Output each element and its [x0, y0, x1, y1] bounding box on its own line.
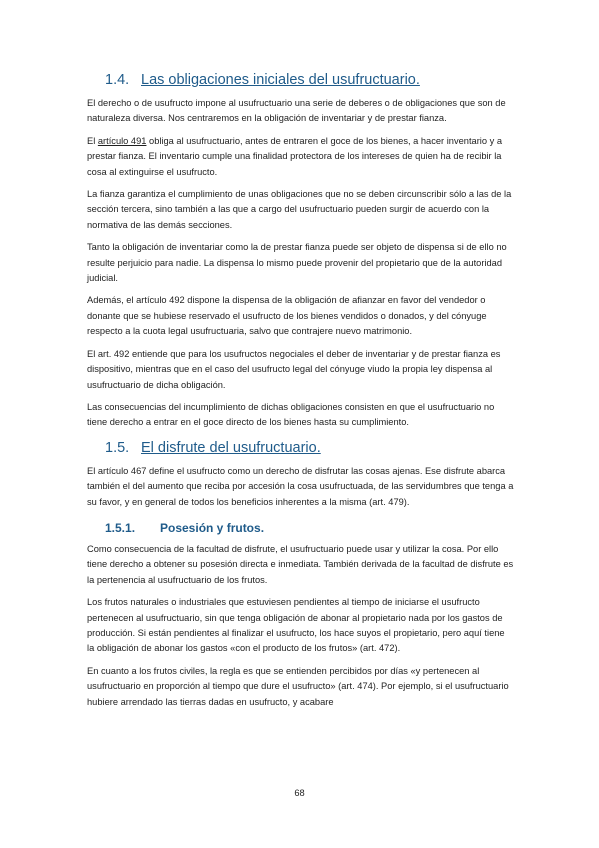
paragraph: La fianza garantiza el cumplimiento de unas obligaciones que no se deben circunscribir sólo a las de la sección tercera, sino también a las que a cargo del usufructuario pueden surgir de acuerdo con la normativa de las demás secciones. — [87, 189, 512, 230]
paragraph: El artículo 467 define el usufructo como un derecho de disfrutar las cosas ajenas. Ese disfrute abarca también el del aumento que reciba por accesión la cosa usufructuada, de las servidumbres que tenga a su favor, y en general de todos los beneficios inherentes a la misma (art. 479). — [87, 465, 514, 507]
paragraph: Los frutos naturales o industriales que estuviesen pendientes al tiempo de iniciarse el usufructo pertenecen al usufructuario, sin que tenga obligación de abonar al propietario nada por los gastos de producción. Si están pendientes al finalizar el usufructo, los hace suyos el propietario, pero aquí tiene la obligación de abonar los gastos «con el producto de los frutos» (art. 472). — [87, 597, 505, 654]
paragraph: El derecho o de usufructo impone al usufructuario una serie de deberes o de obligaciones que son de naturaleza diversa. Nos centraremos en la obligación de inventariar y de prestar fianza. — [87, 98, 506, 124]
section-heading-1-4 — [87, 70, 514, 90]
subsection-title: Posesión y frutos. — [160, 520, 265, 535]
section-heading-1-5 — [87, 438, 514, 458]
section-number: 1.4. — [105, 72, 130, 88]
subsection-number: 1.5.1. — [105, 520, 136, 535]
section-title: Las obligaciones iniciales del usufructuario. — [141, 72, 420, 88]
paragraph: El art. 492 entiende que para los usufructos negociales el deber de inventariar y de prestar fianza es dispositivo, mientras que en el caso del usufructo legal del cónyuge viudo la propia ley dispensa al usufructuario de dicha obligación. — [87, 348, 501, 390]
paragraph: Además, el artículo 492 dispone la dispensa de la obligación de afianzar en favor del vendedor o donante que se hubiese reservado el usufructo de los bienes vendidos o donados, y del cónyuge respecto a la cuota legal usufructuaria, salvo que contrajere nuevo matrimonio. — [87, 295, 487, 337]
text-span: El — [87, 135, 98, 146]
paragraph: En cuanto a los frutos civiles, la regla es que se entienden percibidos por días «y pertenecen al usufructuario en proporción al tiempo que dure el usufructo» (art. 474). Por ejemplo, si el usufructuario hubiere arrendado las tierras dadas en usufructo, y acabare — [87, 665, 509, 707]
section-number: 1.5. — [105, 439, 130, 456]
subsection-heading-1-5-1 — [87, 520, 514, 536]
page-number: 68 — [294, 788, 305, 798]
section-title: El disfrute del usufructuario. — [141, 439, 321, 456]
paragraph — [87, 134, 514, 180]
article-link[interactable]: artículo 491 — [97, 135, 147, 146]
page-content — [87, 70, 514, 717]
paragraph: Las consecuencias del incumplimiento de dichas obligaciones consisten en que el usufructuario no tiene derecho a entrar en el goce directo de los bienes hasta su cumplimiento. — [87, 401, 495, 428]
paragraph: Tanto la obligación de inventariar como la de prestar fianza puede ser objeto de dispensa si de ello no resulte perjuicio para nadie. La dispensa lo mismo puede provenir del propietario que de la autoridad judicial. — [87, 242, 507, 284]
text-span: obliga al usufructuario, antes de entraren el goce de los bienes, a hacer inventario y a prestar fianza. El inventario cumple una finalidad protectora de los intereses de quien ha de recibir la cosa al extinguirse el usufructo. — [87, 135, 503, 177]
paragraph: Como consecuencia de la facultad de disfrute, el usufructuario puede usar y utilizar la cosa. Por ello tiene derecho a obtener su posesión directa e inmediata. También derivada de la facultad de disfrute es la pertenencia al usufructuario de los frutos. — [87, 543, 514, 585]
